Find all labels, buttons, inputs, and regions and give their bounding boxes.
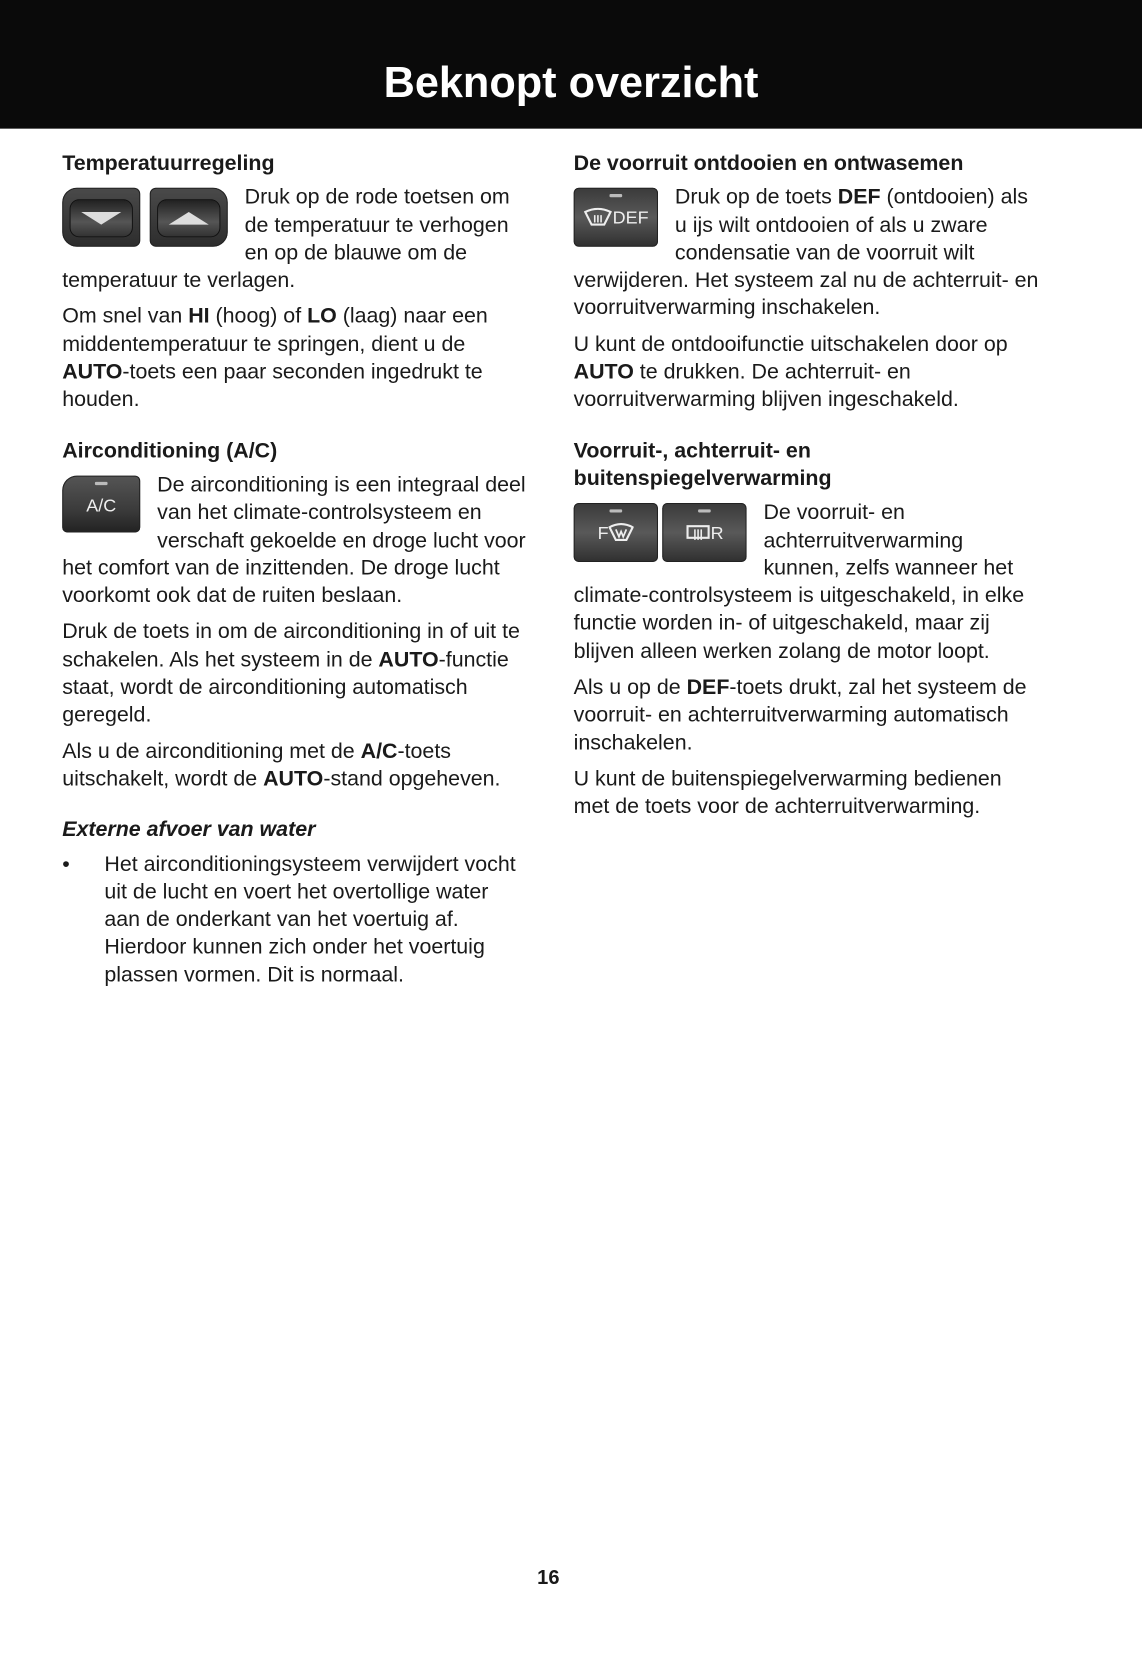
text-run: Om snel van [62, 305, 189, 329]
section-heading: Voorruit-, achterruit- en buitenspiegelverwarming [573, 439, 832, 491]
bold-term: AUTO [62, 360, 123, 384]
bold-term: DEF [686, 675, 730, 700]
section-defrost [574, 150, 1040, 423]
left-column [62, 150, 528, 1004]
list-item [62, 850, 528, 989]
section-water-drain [62, 816, 528, 989]
bold-term: DEF [837, 185, 881, 210]
def-button [574, 188, 658, 247]
section-heading: Temperatuurregeling [62, 151, 275, 176]
paragraph [574, 766, 1040, 821]
front-button-label: F [597, 523, 609, 544]
text-run: Druk de toets in om de airconditioning in of uit te schakelen. Als het systeem in de [62, 620, 520, 672]
text-run: -stand opgeheven. [323, 767, 501, 791]
bold-term: HI [188, 305, 210, 329]
text-run: Druk op de toets [674, 185, 838, 210]
text-run: (hoog) of [209, 305, 308, 329]
text-run: -toets een paar seconden ingedrukt te houden. [62, 360, 483, 412]
section-window-heating [574, 437, 1040, 829]
text-run: De airconditioning is een integraal deel van het climate-controlsysteem en verschaft gekoelde en droge lucht voor het comfort van de inzittenden. De droge lucht voorkomt ook dat de ruiten beslaan. [62, 473, 526, 608]
def-button-face [574, 208, 658, 229]
text-run: -functie staat, wordt de airconditioning automatisch geregeld. [62, 648, 509, 727]
bold-term: AUTO [573, 360, 634, 384]
page-number: 16 [537, 1566, 560, 1590]
def-buttons [574, 188, 658, 247]
page-header [0, 0, 1142, 129]
section-heading: Airconditioning (A/C) [62, 439, 278, 463]
temperature-down-button [62, 188, 140, 247]
text-run: (ontdooien) als u ijs wilt ontdooien of als u zware condensatie van de voorruit wilt verwijderen. Het systeem zal nu de achterruit- en voorruitverwarming inschakelen. [573, 185, 1039, 321]
def-button-label: DEF [612, 208, 649, 229]
windscreen-heat-icon [583, 208, 613, 227]
section-heading: Externe afvoer van water [62, 818, 316, 842]
text-run: Als u op de [573, 675, 687, 700]
ac-button-label: A/C [86, 495, 117, 516]
text-run: -toets uitschakelt, wordt de [62, 739, 451, 791]
front-windscreen-icon [609, 523, 634, 542]
arrow-down-icon [81, 212, 121, 225]
page-title: Beknopt overzicht [383, 57, 759, 107]
rear-button-face [662, 523, 746, 544]
arrow-up-icon [169, 212, 209, 225]
indicator-light [610, 510, 623, 513]
heating-buttons [574, 503, 747, 562]
indicator-light [698, 510, 711, 513]
text-run: U kunt de ontdooifunctie uitschakelen door op [573, 332, 1008, 357]
bullet-list [62, 850, 528, 989]
front-screen-heat-button [574, 503, 658, 562]
paragraph [574, 674, 1040, 757]
section-airconditioning [62, 437, 528, 801]
rear-button-label: R [710, 523, 724, 544]
ac-buttons [62, 476, 140, 533]
paragraph [62, 303, 528, 414]
section-heading: De voorruit ontdooien en ontwasemen [573, 151, 964, 176]
bold-term: AUTO [378, 648, 439, 672]
paragraph [62, 738, 528, 793]
bullet-icon: • [62, 852, 70, 876]
text-run: Als u de airconditioning met de [62, 739, 361, 764]
temperature-up-button [150, 188, 228, 247]
rear-window-heat-icon [685, 523, 710, 542]
indicator-light [95, 482, 108, 485]
text-run: te drukken. De achterruit- en voorruitverwarming blijven ingeschakeld. [573, 360, 959, 412]
front-button-face [574, 523, 658, 544]
indicator-light [610, 194, 623, 197]
bold-term: LO [307, 305, 337, 329]
section-temperature [62, 150, 528, 423]
ac-button [62, 476, 140, 533]
bold-term: AUTO [263, 767, 324, 791]
paragraph [574, 331, 1040, 414]
paragraph [62, 618, 528, 729]
bold-term: A/C [360, 739, 398, 764]
right-column [574, 150, 1040, 844]
text-run: -toets drukt, zal het systeem de voorruit- en achterruitverwarming automatisch inschakelen. [573, 675, 1027, 755]
text-run: De voorruit- en achterruitverwarming kunnen, zelfs wanneer het climate-controlsysteem is uitgeschakeld, in elke functie worden in- of uitgeschakeld, maar zij blijven alleen werken zolang de motor loopt. [573, 501, 1025, 664]
temperature-buttons [62, 188, 228, 247]
text-run: (laag) naar een middentemperatuur te springen, dient u de [62, 305, 488, 357]
text-run: Druk op de rode toetsen om de temperatuur te verhogen en op de blauwe om de temperatuur te verlagen. [62, 185, 510, 293]
text-run: U kunt de buitenspiegelverwarming bedienen met de toets voor de achterruitverwarming. [573, 767, 1002, 819]
list-item-text: Het airconditioningsysteem verwijdert vocht uit de lucht en voert het overtollige water aan de onderkant van het voertuig af. Hierdoor kunnen zich onder het voertuig plassen vormen. Dit is normaal. [104, 852, 516, 987]
rear-screen-heat-button [662, 503, 746, 562]
